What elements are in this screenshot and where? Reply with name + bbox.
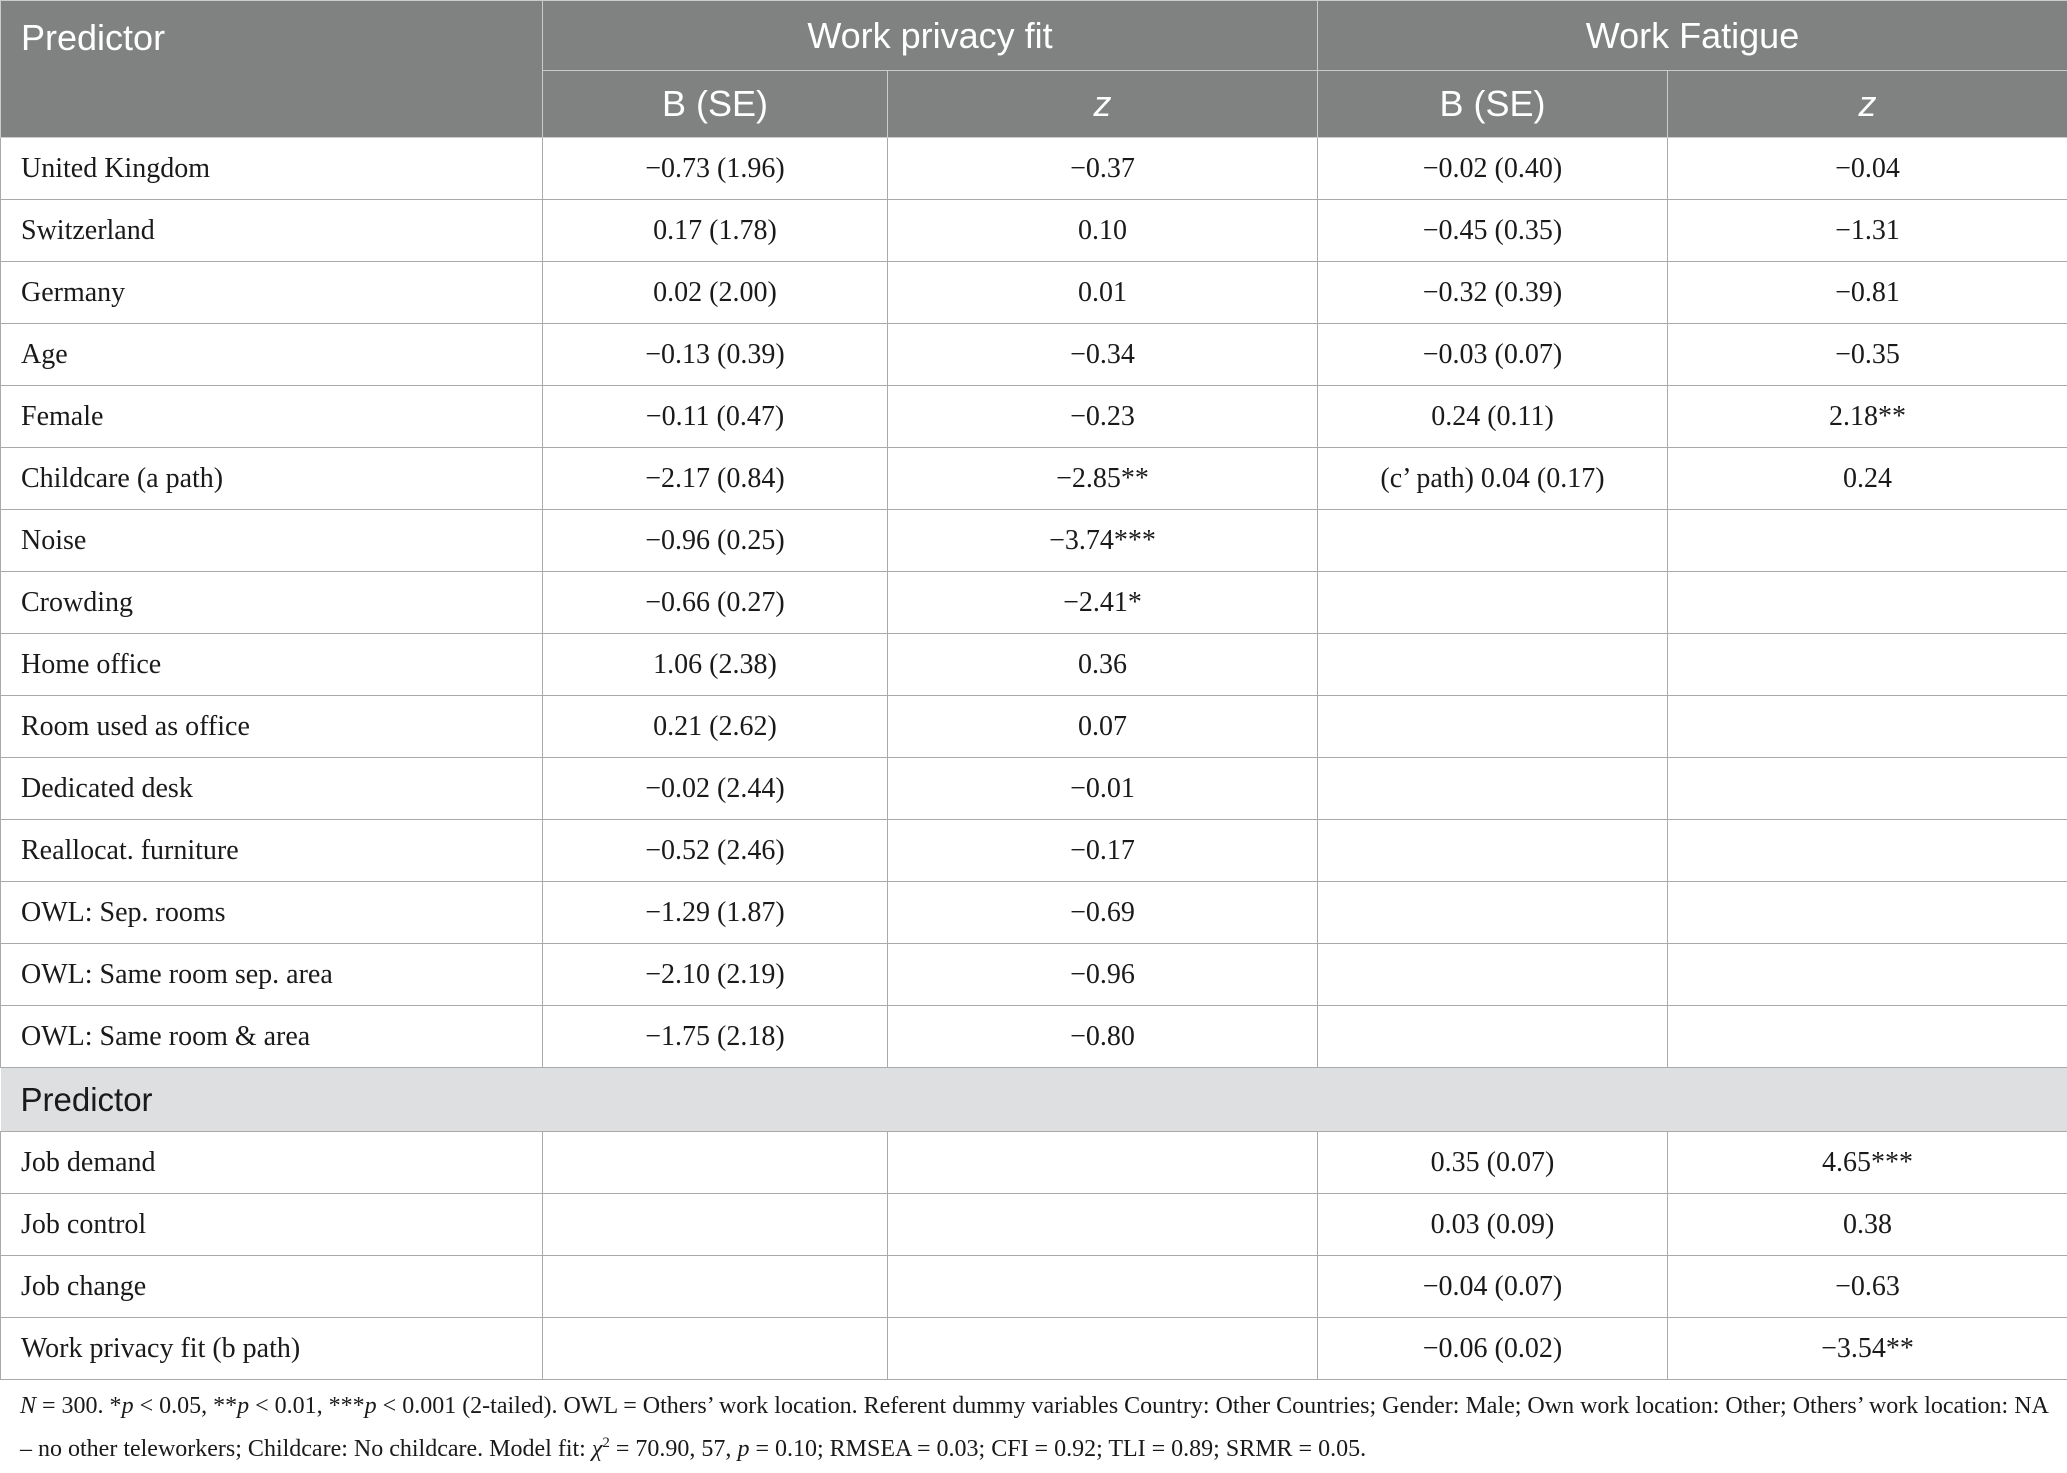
row-label: Room used as office xyxy=(1,696,543,758)
row-label: Switzerland xyxy=(1,200,543,262)
note-text3: < 0.01, *** xyxy=(249,1393,365,1419)
note-sup: 2 xyxy=(602,1435,610,1451)
table-row xyxy=(1,820,2067,882)
cell-wf-z: 0.38 xyxy=(1668,1194,2067,1256)
cell-wf-b: −0.06 (0.02) xyxy=(1318,1318,1668,1380)
cell-wp-b: 0.02 (2.00) xyxy=(543,262,888,324)
cell-wf-b xyxy=(1318,1006,1668,1068)
cell-wf-b: −0.03 (0.07) xyxy=(1318,324,1668,386)
table-row xyxy=(1,1256,2067,1318)
cell-wp-z: 0.01 xyxy=(888,262,1318,324)
cell-wp-z: −0.23 xyxy=(888,386,1318,448)
cell-wf-b: 0.24 (0.11) xyxy=(1318,386,1668,448)
cell-wp-b xyxy=(543,1256,888,1318)
header-wp-z: z xyxy=(888,71,1318,138)
note-p3: p xyxy=(364,1393,377,1419)
table-row xyxy=(1,1194,2067,1256)
cell-wp-b: −0.96 (0.25) xyxy=(543,510,888,572)
cell-wp-b: 1.06 (2.38) xyxy=(543,634,888,696)
table-row xyxy=(1,1132,2067,1194)
cell-wp-b: −0.13 (0.39) xyxy=(543,324,888,386)
cell-wf-z: −3.54** xyxy=(1668,1318,2067,1380)
cell-wf-b: −0.32 (0.39) xyxy=(1318,262,1668,324)
cell-wp-b: −2.17 (0.84) xyxy=(543,448,888,510)
row-label: OWL: Sep. rooms xyxy=(1,882,543,944)
cell-wp-z xyxy=(888,1194,1318,1256)
cell-wf-b: −0.45 (0.35) xyxy=(1318,200,1668,262)
table-footnote xyxy=(20,1388,2050,1468)
note-text2: < 0.05, ** xyxy=(133,1393,238,1419)
cell-wf-z: −0.35 xyxy=(1668,324,2067,386)
cell-wf-b: (c’ path) 0.04 (0.17) xyxy=(1318,448,1668,510)
cell-wp-z: −0.69 xyxy=(888,882,1318,944)
table-row xyxy=(1,200,2067,262)
cell-wf-z: −0.04 xyxy=(1668,138,2067,200)
cell-wf-b xyxy=(1318,634,1668,696)
cell-wp-b: −0.11 (0.47) xyxy=(543,386,888,448)
row-label: Noise xyxy=(1,510,543,572)
table-body xyxy=(1,138,2067,1380)
cell-wf-z xyxy=(1668,820,2067,882)
cell-wf-b xyxy=(1318,758,1668,820)
note-text4: < 0.001 (2-tailed). OWL = Others’ work location. Referent dummy variables Country: Other Countries; Gender: Male; Own work location: Other; Others’ work location: NA – no other teleworkers; Childcare: No childcare. Model fit: xyxy=(20,1393,2048,1462)
table-row xyxy=(1,324,2067,386)
cell-wp-z: −3.74*** xyxy=(888,510,1318,572)
row-label: Work privacy fit (b path) xyxy=(1,1318,543,1380)
row-label: United Kingdom xyxy=(1,138,543,200)
row-label: Job control xyxy=(1,1194,543,1256)
cell-wf-z xyxy=(1668,696,2067,758)
row-label: Dedicated desk xyxy=(1,758,543,820)
cell-wf-b: −0.04 (0.07) xyxy=(1318,1256,1668,1318)
cell-wp-b: −0.73 (1.96) xyxy=(543,138,888,200)
cell-wp-b: −0.66 (0.27) xyxy=(543,572,888,634)
cell-wp-b xyxy=(543,1194,888,1256)
cell-wp-z: −0.80 xyxy=(888,1006,1318,1068)
cell-wf-z xyxy=(1668,758,2067,820)
table-row xyxy=(1,572,2067,634)
cell-wp-b: 0.17 (1.78) xyxy=(543,200,888,262)
note-n: N xyxy=(20,1393,37,1419)
row-label: OWL: Same room sep. area xyxy=(1,944,543,1006)
cell-wp-z: 0.10 xyxy=(888,200,1318,262)
cell-wf-b: −0.02 (0.40) xyxy=(1318,138,1668,200)
header-wf-b-se: B (SE) xyxy=(1318,71,1668,138)
row-label: Female xyxy=(1,386,543,448)
cell-wf-z: −0.81 xyxy=(1668,262,2067,324)
cell-wp-z: −2.41* xyxy=(888,572,1318,634)
cell-wp-b: 0.21 (2.62) xyxy=(543,696,888,758)
header-predictor: Predictor xyxy=(1,1,543,138)
row-label: Job change xyxy=(1,1256,543,1318)
cell-wf-z: 0.24 xyxy=(1668,448,2067,510)
note-p4: p xyxy=(737,1436,750,1462)
cell-wf-z xyxy=(1668,572,2067,634)
cell-wp-b: −2.10 (2.19) xyxy=(543,944,888,1006)
cell-wp-z: 0.07 xyxy=(888,696,1318,758)
cell-wp-b: −0.02 (2.44) xyxy=(543,758,888,820)
row-label: Crowding xyxy=(1,572,543,634)
cell-wp-z: −0.01 xyxy=(888,758,1318,820)
cell-wp-b: −1.75 (2.18) xyxy=(543,1006,888,1068)
table-row xyxy=(1,634,2067,696)
table-header xyxy=(1,1,2067,138)
row-label: Age xyxy=(1,324,543,386)
header-work-privacy-fit: Work privacy fit xyxy=(543,1,1318,71)
cell-wp-b: −1.29 (1.87) xyxy=(543,882,888,944)
header-wf-z: z xyxy=(1668,71,2067,138)
cell-wp-z xyxy=(888,1256,1318,1318)
note-text6: = 0.10; RMSEA = 0.03; CFI = 0.92; TLI = 0.89; SRMR = 0.05. xyxy=(749,1436,1367,1462)
table-row xyxy=(1,510,2067,572)
cell-wf-b: 0.03 (0.09) xyxy=(1318,1194,1668,1256)
cell-wf-z: −0.63 xyxy=(1668,1256,2067,1318)
note-p1: p xyxy=(121,1393,134,1419)
cell-wf-b: 0.35 (0.07) xyxy=(1318,1132,1668,1194)
table-row xyxy=(1,882,2067,944)
cell-wp-b: −0.52 (2.46) xyxy=(543,820,888,882)
cell-wf-b xyxy=(1318,820,1668,882)
cell-wp-b xyxy=(543,1318,888,1380)
table-row xyxy=(1,696,2067,758)
row-label: OWL: Same room & area xyxy=(1,1006,543,1068)
note-chi: χ xyxy=(591,1436,603,1462)
note-text1: = 300. * xyxy=(36,1393,122,1419)
section-predictor-label: Predictor xyxy=(1,1068,2067,1132)
cell-wf-b xyxy=(1318,510,1668,572)
note-text5: = 70.90, 57, xyxy=(609,1436,738,1462)
cell-wf-z xyxy=(1668,944,2067,1006)
table-row xyxy=(1,386,2067,448)
table-row xyxy=(1,262,2067,324)
cell-wp-z: −0.34 xyxy=(888,324,1318,386)
table-row xyxy=(1,944,2067,1006)
table-row xyxy=(1,138,2067,200)
cell-wf-z: 2.18** xyxy=(1668,386,2067,448)
cell-wp-z: −0.17 xyxy=(888,820,1318,882)
table-row xyxy=(1,1318,2067,1380)
cell-wf-z xyxy=(1668,634,2067,696)
cell-wf-z: 4.65*** xyxy=(1668,1132,2067,1194)
note-p2: p xyxy=(237,1393,250,1419)
cell-wf-z xyxy=(1668,510,2067,572)
cell-wp-z: −2.85** xyxy=(888,448,1318,510)
cell-wf-b xyxy=(1318,944,1668,1006)
header-work-fatigue: Work Fatigue xyxy=(1318,1,2067,71)
cell-wp-z: 0.36 xyxy=(888,634,1318,696)
cell-wf-b xyxy=(1318,882,1668,944)
cell-wp-z xyxy=(888,1318,1318,1380)
table-row xyxy=(1,448,2067,510)
row-label: Home office xyxy=(1,634,543,696)
table-row xyxy=(1,1006,2067,1068)
cell-wf-b xyxy=(1318,696,1668,758)
cell-wp-z xyxy=(888,1132,1318,1194)
cell-wp-b xyxy=(543,1132,888,1194)
header-wp-b-se: B (SE) xyxy=(543,71,888,138)
row-label: Reallocat. furniture xyxy=(1,820,543,882)
cell-wf-z xyxy=(1668,882,2067,944)
row-label: Germany xyxy=(1,262,543,324)
cell-wf-z xyxy=(1668,1006,2067,1068)
row-label: Childcare (a path) xyxy=(1,448,543,510)
cell-wf-b xyxy=(1318,572,1668,634)
cell-wp-z: −0.96 xyxy=(888,944,1318,1006)
cell-wp-z: −0.37 xyxy=(888,138,1318,200)
section-row xyxy=(1,1068,2067,1132)
cell-wf-z: −1.31 xyxy=(1668,200,2067,262)
row-label: Job demand xyxy=(1,1132,543,1194)
table-row xyxy=(1,758,2067,820)
